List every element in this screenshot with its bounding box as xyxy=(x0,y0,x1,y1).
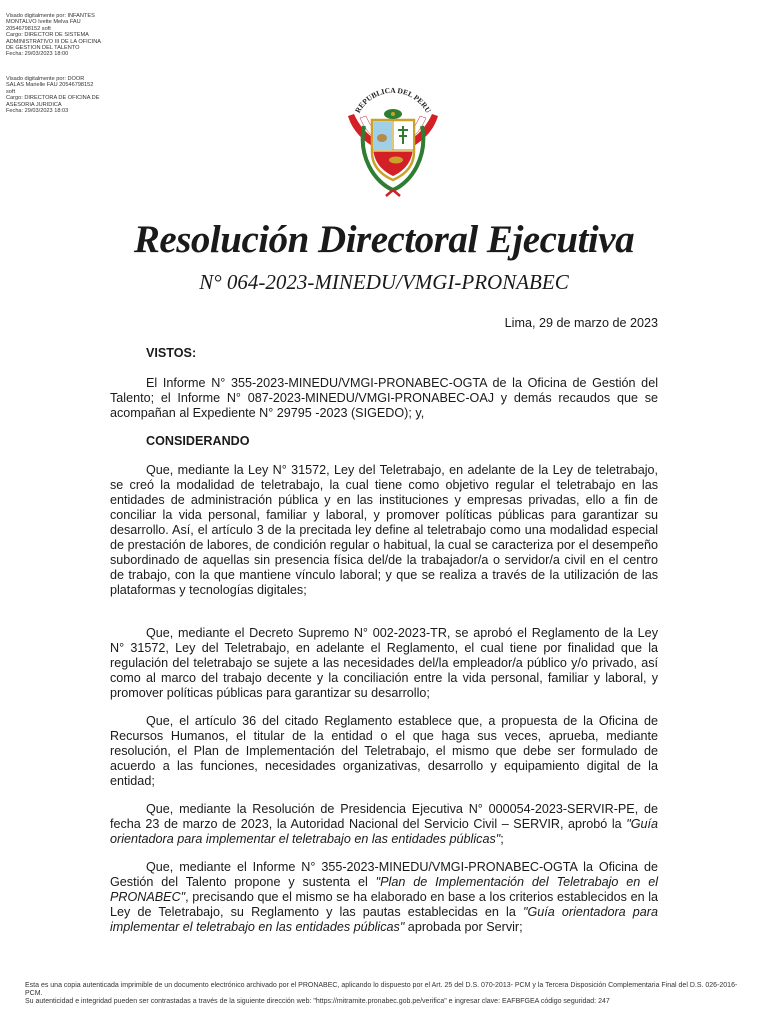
coat-banner-text: REPUBLICA DEL PERU xyxy=(353,86,433,115)
authenticity-footer xyxy=(25,982,745,1006)
considerando-heading: CONSIDERANDO xyxy=(146,434,250,448)
resolution-number: N° 064-2023-MINEDU/VMGI-PRONABEC xyxy=(199,270,569,294)
stamp-line: Fecha: 29/03/2023 18:03 xyxy=(6,108,69,115)
coat-of-arms-icon xyxy=(340,86,446,198)
stamp-line: Cargo: DIRECTORA DE OFICINA DE xyxy=(6,95,100,102)
stamp-line: Cargo: DIRECTOR DE SISTEMA xyxy=(6,32,89,39)
paragraph-text: ; xyxy=(500,832,504,846)
stamp-line: Visado digitalmente por: DOOR xyxy=(6,76,85,82)
guide-title-quote: "Guía orientadora para implementar el teletrabajo en las entidades públicas" xyxy=(110,905,658,934)
stamp-line: ADMINISTRATIVO III DE LA OFICINA xyxy=(6,38,102,45)
stamp-line: Fecha: 29/03/2023 18:00 xyxy=(6,51,69,58)
considerando-paragraph-2 xyxy=(110,626,658,701)
paragraph-text: Que, mediante la Ley N° 31572, Ley del Teletrabajo, en adelante de la Ley de teletrabajo, se creó la modalidad de teletrabajo, la cual tiene como objetivo regular el teletrabajo en las entidades de administración pública y en las instituciones y empresas privadas, ello a fin de conciliar la vida personal, familiar y laboral, y promover políticas públicas para garantizar su desarrollo. Así, el artículo 3 de la precitada ley define al teletrabajo como una modalidad especial de prestación de labores, de condición regular o habitual, la cual se caracteriza por el desempeño subordinado de aquellas sin presencia física del/de la trabajador/a o servidor/a civil en el centro de trabajo, con la que mantiene vínculo laboral; y que se realiza a través de la utilización de las plataformas y tecnologías digitales; xyxy=(110,463,658,597)
stamp-line: Visado digitalmente por: INFANTES xyxy=(6,13,95,19)
footer-verification-text: Su autenticidad e integridad pueden ser contrastadas a través de la siguiente dirección web: "https://mitramite.pronabec.gob.pe/verifica" e ingresar clave: EAFBFGEA código seguridad: 247 xyxy=(25,998,610,1005)
paragraph-text: Que, mediante el Informe N° 355-2023-MINEDU/VMGI-PRONABEC-OGTA la Oficina de Gestión del Talento propone y sustenta el xyxy=(110,860,658,889)
considerando-paragraph-4 xyxy=(110,802,658,847)
considerando-paragraph-3 xyxy=(110,714,658,789)
footer-legal-text: Esta es una copia autenticada imprimible de un documento electrónico archivado por el PRONABEC, aplicando lo dispuesto por el Art. 25 del D.S. 070-2013- PCM y la Tercera Disposición Complementaria Final del D.S. 026-2016-PCM. xyxy=(25,982,738,997)
vistos-section xyxy=(110,376,658,421)
paragraph-text: Que, el artículo 36 del citado Reglamento establece que, a propuesta de la Oficina de Recursos Humanos, el titular de la entidad o el que haga sus veces, aprueba, mediante resolución, el Plan de Implementación del Teletrabajo, el mismo que debe ser formulado de acuerdo a las funciones, necesidades organizativas, desarrollo y equipamiento digital de la entidad; xyxy=(110,714,658,788)
stamp-line: 20546798152 soft xyxy=(6,25,51,32)
paragraph-text: , precisando que el mismo se ha elaborado en base a los criterios establecidos en la Ley de Teletrabajo, su Reglamento y las pautas establecidas en la xyxy=(110,890,658,919)
paragraph-text: Que, mediante el Decreto Supremo N° 002-2023-TR, se aprobó el Reglamento de la Ley N° 31572, Ley del Teletrabajo, en adelante el Reglamento, el cual tiene por finalidad que la regulación del teletrabajo se sujete a las necesidades del/la empleador/a público y/o privado, así como al marco del trabajo decente y la conciliación entre la vida personal, familiar y laboral, y promover políticas públicas para garantizar su desarrollo; xyxy=(110,626,658,700)
signature-stamp-infantes xyxy=(6,13,131,58)
stamp-line: DE GESTION DEL TALENTO xyxy=(6,45,80,52)
plan-title-quote: "Plan de Implementación del Teletrabajo en el PRONABEC" xyxy=(110,875,658,904)
guide-title-quote: "Guía orientadora para implementar el teletrabajo en las entidades públicas" xyxy=(110,817,658,846)
stamp-line: soft xyxy=(6,88,16,95)
signature-stamp-door xyxy=(6,76,131,114)
considerando-paragraph-1 xyxy=(110,463,658,598)
stamp-line: MONTALVO Ivette Melva FAU xyxy=(6,19,81,26)
vistos-paragraph: El Informe N° 355-2023-MINEDU/VMGI-PRONABEC-OGTA de la Oficina de Gestión del Talento; el Informe N° 087-2023-MINEDU/VMGI-PRONABEC-OAJ y demás recaudos que se acompañan al Expediente N° 29795 -2023 (SIGEDO); y, xyxy=(110,376,658,420)
document-date: Lima, 29 de marzo de 2023 xyxy=(504,316,658,330)
vistos-heading: VISTOS: xyxy=(146,346,197,360)
stamp-line: SALAS Marielle FAU 20546798152 xyxy=(6,82,94,89)
paragraph-text: Que, mediante la Resolución de Presidencia Ejecutiva N° 000054-2023-SERVIR-PE, de fecha 23 de marzo de 2023, la Autoridad Nacional del Servicio Civil – SERVIR, aprobó la xyxy=(110,802,658,831)
considerando-paragraph-5 xyxy=(110,860,658,935)
paragraph-text: aprobada por Servir; xyxy=(404,920,523,934)
document-title: Resolución Directoral Ejecutiva xyxy=(133,218,635,261)
stamp-line: ASESORIA JURIDICA xyxy=(6,101,62,108)
